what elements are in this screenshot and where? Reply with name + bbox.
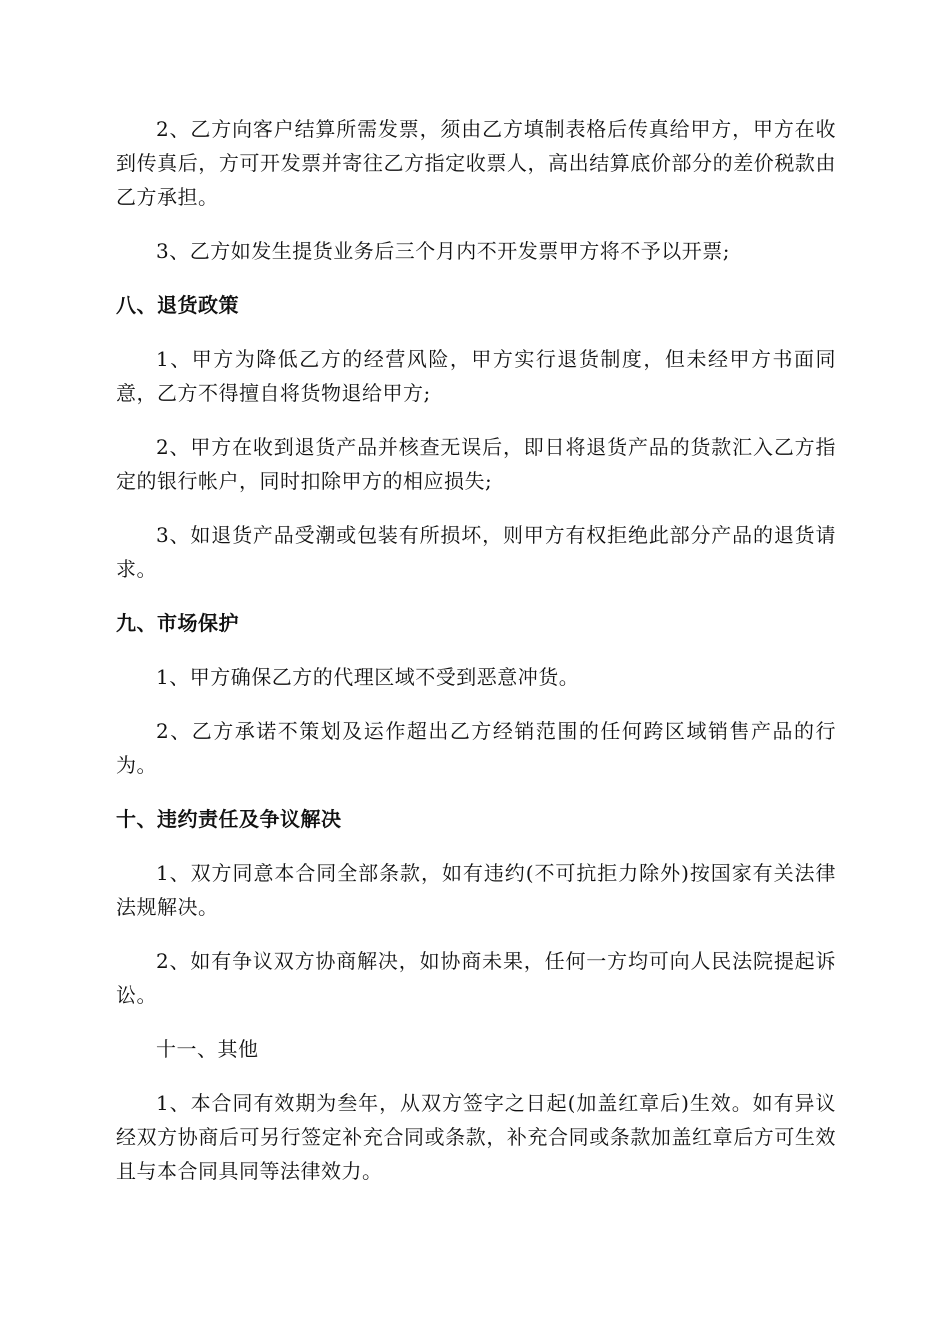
paragraph-return-refund: 2、甲方在收到退货产品并核查无误后，即日将退货产品的货款汇入乙方指定的银行帐户，同时扣除甲方的相应损失; (116, 435, 836, 493)
section-heading-return-policy: 八、退货政策 (116, 293, 239, 317)
paragraph-territory-protection: 1、甲方确保乙方的代理区域不受到恶意冲货。 (156, 665, 580, 689)
paragraph-return-damage: 3、如退货产品受潮或包装有所损坏，则甲方有权拒绝此部分产品的退货请求。 (116, 523, 836, 581)
document-body (116, 112, 836, 1208)
paragraph-dispute-resolution: 2、如有争议双方协商解决，如协商未果，任何一方均可向人民法院提起诉讼。 (116, 949, 836, 1007)
paragraph-no-cross-region: 2、乙方承诺不策划及运作超出乙方经销范围的任何跨区域销售产品的行为。 (116, 719, 836, 777)
section-heading-other: 十一、其他 (156, 1037, 259, 1061)
paragraph-return-system: 1、甲方为降低乙方的经营风险，甲方实行退货制度，但未经甲方书面同意，乙方不得擅自将货物退给甲方; (116, 347, 836, 405)
paragraph-breach: 1、双方同意本合同全部条款，如有违约(不可抗拒力除外)按国家有关法律法规解决。 (116, 861, 836, 919)
paragraph-invoice-process: 2、乙方向客户结算所需发票，须由乙方填制表格后传真给甲方，甲方在收到传真后，方可开发票并寄往乙方指定收票人，高出结算底价部分的差价税款由乙方承担。 (116, 117, 836, 209)
section-heading-liability-disputes: 十、违约责任及争议解决 (116, 807, 342, 831)
paragraph-invoice-deadline: 3、乙方如发生提货业务后三个月内不开发票甲方将不予以开票; (156, 239, 730, 263)
section-heading-market-protection: 九、市场保护 (116, 611, 239, 635)
paragraph-validity-term: 1、本合同有效期为叁年，从双方签字之日起(加盖红章后)生效。如有异议经双方协商后可另行签定补充合同或条款，补充合同或条款加盖红章后方可生效且与本合同具同等法律效力。 (116, 1091, 836, 1183)
